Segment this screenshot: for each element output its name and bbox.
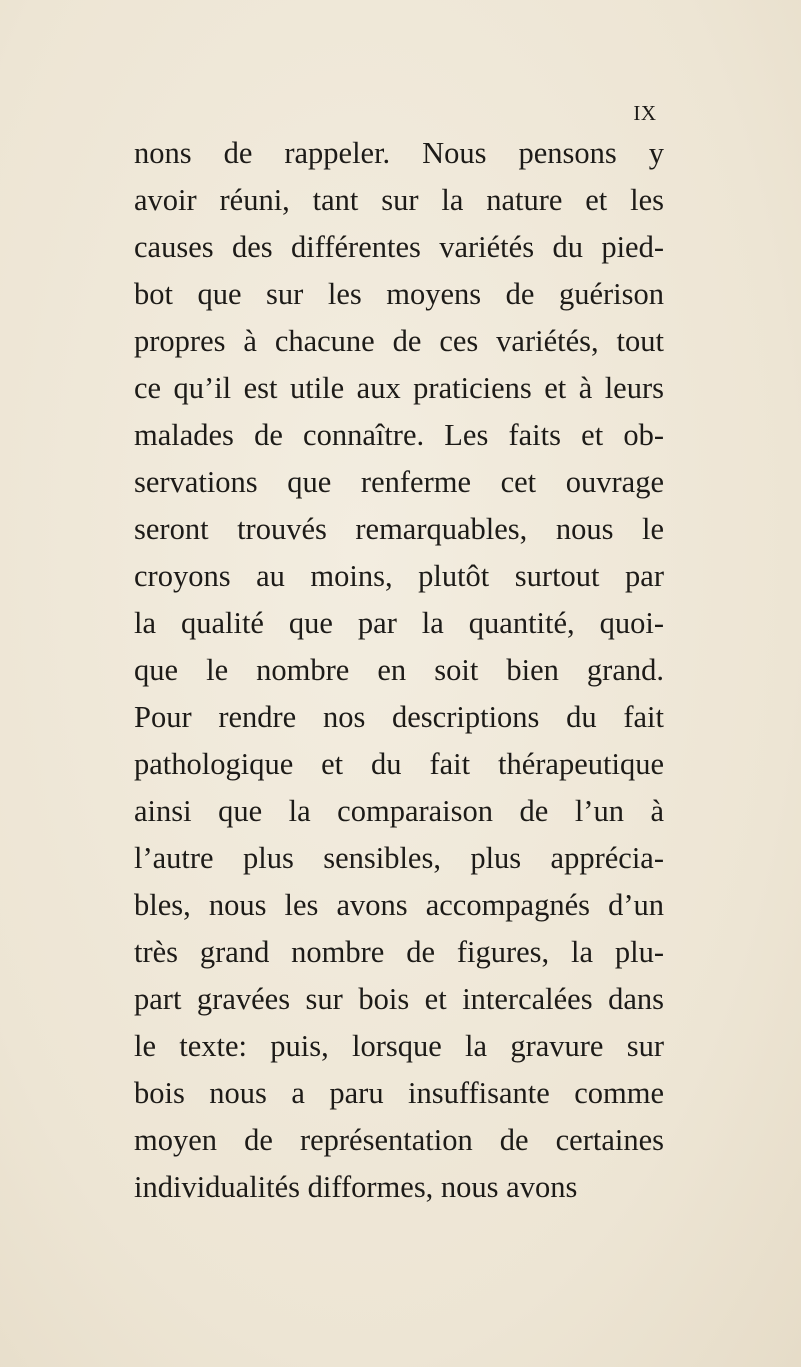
text-line: croyons au moins, plutôt surtout par <box>134 559 664 593</box>
text-line: bles, nous les avons accompagnés d’un <box>134 888 664 922</box>
text-line: propres à chacune de ces variétés, tout <box>134 324 664 358</box>
body-text <box>134 130 664 1211</box>
text-line: part gravées sur bois et intercalées dans <box>134 982 664 1016</box>
page-number: IX <box>633 101 657 125</box>
text-line: le texte: puis, lorsque la gravure sur <box>134 1029 664 1063</box>
text-line: pathologique et du fait thérapeutique <box>134 747 664 781</box>
text-line: que le nombre en soit bien grand. <box>134 653 664 687</box>
text-line: très grand nombre de figures, la plu- <box>134 935 664 969</box>
text-line: avoir réuni, tant sur la nature et les <box>134 183 664 217</box>
text-line: malades de connaître. Les faits et ob- <box>134 418 664 452</box>
text-line: individualités difformes, nous avons <box>134 1170 578 1204</box>
text-line: Pour rendre nos descriptions du fait <box>134 700 664 734</box>
text-line: ainsi que la comparaison de l’un à <box>134 794 664 828</box>
text-line: servations que renferme cet ouvrage <box>134 465 664 499</box>
text-line: causes des différentes variétés du pied- <box>134 230 664 264</box>
text-line: nons de rappeler. Nous pensons y <box>134 136 664 170</box>
text-line: la qualité que par la quantité, quoi- <box>134 606 664 640</box>
text-line: l’autre plus sensibles, plus apprécia- <box>134 841 664 875</box>
text-line: bois nous a paru insuffisante comme <box>134 1076 664 1110</box>
text-line: moyen de représentation de certaines <box>134 1123 664 1157</box>
text-line: ce qu’il est utile aux praticiens et à leurs <box>134 371 664 405</box>
text-line: seront trouvés remarquables, nous le <box>134 512 664 546</box>
text-line: bot que sur les moyens de guérison <box>134 277 664 311</box>
